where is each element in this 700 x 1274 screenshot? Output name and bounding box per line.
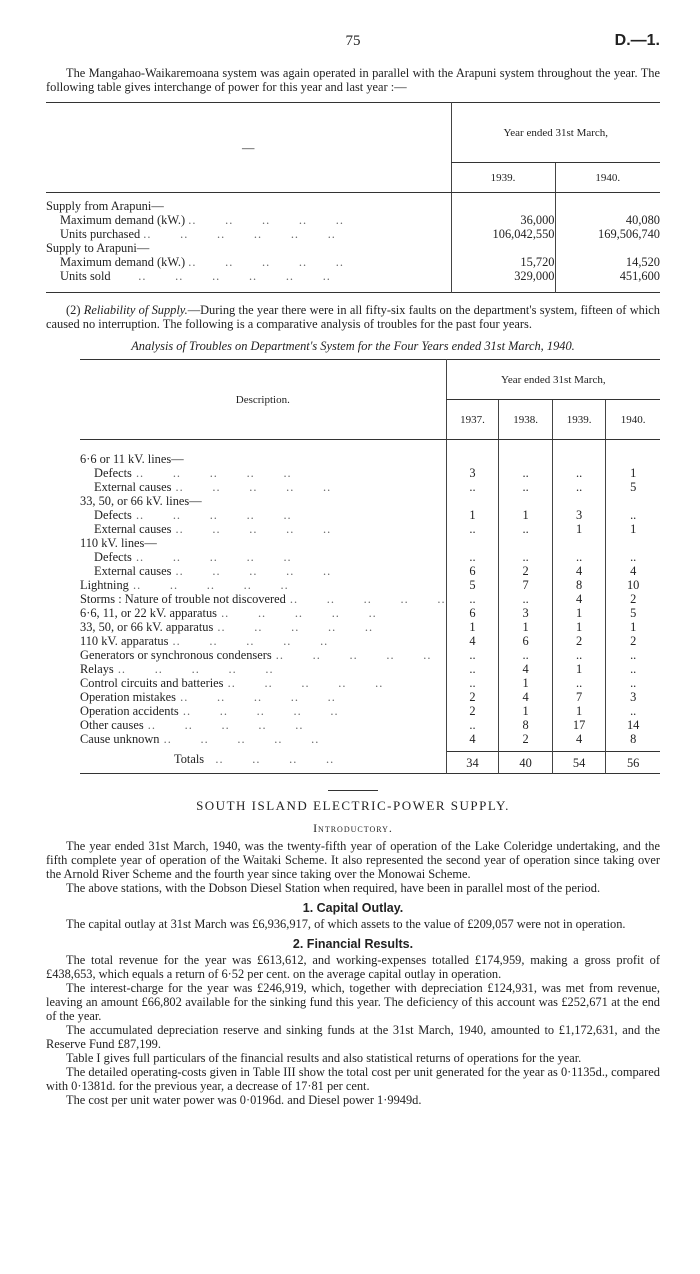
heading-capital-outlay: 1. Capital Outlay. <box>302 901 404 915</box>
row-label: Cause unknown <box>80 731 160 746</box>
cell-value: 2 <box>606 592 660 606</box>
cell-value: .. <box>606 550 660 564</box>
cell-value: 8 <box>606 732 660 746</box>
cell-value: 6 <box>499 634 553 648</box>
cell-value: 106,042,550 <box>451 227 555 241</box>
cell-value <box>499 536 553 550</box>
row-label: 33, 50, or 66 kV. lines— <box>80 493 202 508</box>
cell-value <box>446 494 499 508</box>
cell-value: 5 <box>446 578 499 592</box>
reliability-title: Reliability of Supply. <box>83 303 188 317</box>
cell-value <box>451 241 555 255</box>
cell-value <box>451 199 555 213</box>
cell-value <box>446 452 499 466</box>
cell-value: 1 <box>552 704 606 718</box>
cell-value <box>606 536 660 550</box>
cell-value: .. <box>606 662 660 676</box>
row-label: Maximum demand (kW.) <box>60 212 186 227</box>
cell-value: .. <box>606 704 660 718</box>
cell-value <box>499 494 553 508</box>
row-label: Control circuits and batteries <box>80 675 224 690</box>
table1-year-header: 1939. <box>451 163 555 193</box>
reliability-paragraph <box>46 303 660 331</box>
cell-value: .. <box>446 522 499 536</box>
cell-value: 14,520 <box>555 255 660 269</box>
cell-value: 1 <box>499 704 553 718</box>
paragraph: The cost per unit water power was 0·0196d. and Diesel power 1·9949d. <box>66 1093 422 1107</box>
cell-value <box>606 452 660 466</box>
paragraph: The interest-charge for the year was £246,919, which, together with depreciation £124,931, was met from revenue, leaving an amount £66,802 available for the sinking fund this year. The deficiency of this account was £252,671 at the end of the year. <box>46 981 660 1023</box>
cell-value: .. <box>552 466 606 480</box>
row-label: Supply from Arapuni— <box>46 198 164 213</box>
row-label: 110 kV. apparatus <box>80 633 169 648</box>
cell-value: .. <box>446 718 499 732</box>
paragraph: Table I gives full particulars of the financial results and also statistical returns of operations for the year. <box>66 1051 582 1065</box>
cell-value: 7 <box>499 578 553 592</box>
cell-value: 8 <box>499 718 553 732</box>
table1-group-header: Year ended 31st March, <box>451 103 660 163</box>
cell-value: 2 <box>552 634 606 648</box>
document-page <box>46 0 660 1107</box>
section-divider <box>328 790 378 791</box>
table-row: External causes .. .. .. .. .. .. .. 1 1 <box>80 522 660 536</box>
totals-value: 34 <box>446 752 499 774</box>
row-label: 33, 50, or 66 kV. apparatus <box>80 619 214 634</box>
totals-value: 56 <box>606 752 660 774</box>
reliability-number: (2) <box>66 303 81 317</box>
row-label: External causes <box>94 479 172 494</box>
cell-value: 2 <box>446 690 499 704</box>
cell-value: .. <box>446 480 499 494</box>
cell-value: 1 <box>499 620 553 634</box>
cell-value: .. <box>552 480 606 494</box>
paragraph: The accumulated depreciation reserve and sinking funds at the 31st March, 1940, amounted to £1,172,631, and the Reserve Fund £87,199. <box>46 1023 660 1051</box>
table2-year-header: 1940. <box>606 400 660 440</box>
row-label: Relays <box>80 661 114 676</box>
cell-value <box>606 494 660 508</box>
table-row: Defects .. .. .. .. .. .. .. .. .. <box>80 550 660 564</box>
page-number: 75 <box>345 33 361 49</box>
table-row: Control circuits and batteries .. .. .. .. .. .. 1 .. .. <box>80 676 660 690</box>
cell-value: 1 <box>552 606 606 620</box>
cell-value: 1 <box>606 522 660 536</box>
table1-desc-header: — <box>46 103 451 193</box>
cell-value: 3 <box>552 508 606 522</box>
cell-value: 329,000 <box>451 269 555 283</box>
cell-value: 10 <box>606 578 660 592</box>
cell-value: .. <box>606 676 660 690</box>
table-row: External causes .. .. .. .. .. .. .. .. 5 <box>80 480 660 494</box>
table-row <box>46 199 660 213</box>
cell-value: 4 <box>499 690 553 704</box>
totals-value: 40 <box>499 752 553 774</box>
power-interchange-table <box>46 102 660 293</box>
row-label: External causes <box>94 521 172 536</box>
row-label: Other causes <box>80 717 144 732</box>
cell-value: .. <box>552 676 606 690</box>
cell-value: 2 <box>499 564 553 578</box>
heading-financial-results: 2. Financial Results. <box>292 937 414 951</box>
cell-value: .. <box>499 522 553 536</box>
table2-year-header: 1937. <box>446 400 499 440</box>
cell-value: 17 <box>552 718 606 732</box>
table1-year-header: 1940. <box>555 163 660 193</box>
totals-value: 54 <box>552 752 606 774</box>
paragraph: The above stations, with the Dobson Diesel Station when required, have been in parallel most of the period. <box>66 881 601 895</box>
table-row <box>80 494 660 508</box>
cell-value: 4 <box>552 732 606 746</box>
cell-value: 40,080 <box>555 213 660 227</box>
page-header <box>46 0 660 56</box>
cell-value: .. <box>446 676 499 690</box>
cell-value: 7 <box>552 690 606 704</box>
table2-body <box>80 452 660 746</box>
paragraph: The capital outlay at 31st March was £6,936,917, of which assets to the value of £209,057 were not in operation. <box>66 917 626 931</box>
cell-value: 2 <box>499 732 553 746</box>
table-row: Generators or synchronous condensers .. .. .. .. .. .. .. .. .. <box>80 648 660 662</box>
table-row: Other causes .. .. .. .. .. .. 8 17 14 <box>80 718 660 732</box>
table-row: Defects .. .. .. .. .. 1 1 3 .. <box>80 508 660 522</box>
cell-value: 3 <box>499 606 553 620</box>
cell-value: 1 <box>446 508 499 522</box>
table2-desc-header: Description. <box>80 360 446 440</box>
cell-value: .. <box>552 648 606 662</box>
cell-value <box>552 536 606 550</box>
table-row: Defects .. .. .. .. .. 3 .. .. 1 <box>80 466 660 480</box>
row-label: Generators or synchronous condensers <box>80 647 272 662</box>
cell-value <box>555 199 660 213</box>
paragraph: The total revenue for the year was £613,612, and working-expenses totalled £174,959, making a gross profit of £438,653, which equals a return of 6·52 per cent. on the average capital outlay in operation. <box>46 953 660 981</box>
row-label: Lightning <box>80 577 129 592</box>
table2-caption: Analysis of Troubles on Department's System for the Four Years ended 31st March, 1940. <box>131 339 575 353</box>
cell-value: .. <box>446 592 499 606</box>
table-row: Units sold .. .. .. .. .. .. 329,000 451,600 <box>60 268 660 283</box>
table-row: Relays .. .. .. .. .. .. 4 1 .. <box>80 662 660 676</box>
cell-value: 4 <box>552 564 606 578</box>
cell-value: 3 <box>446 466 499 480</box>
row-label: 110 kV. lines— <box>80 535 157 550</box>
cell-value: 1 <box>499 676 553 690</box>
cell-value: .. <box>499 480 553 494</box>
cell-value: .. <box>606 648 660 662</box>
cell-value: 4 <box>606 564 660 578</box>
cell-value: 5 <box>606 606 660 620</box>
table-row: Operation accidents .. .. .. .. .. 2 1 1 .. <box>80 704 660 718</box>
cell-value: 1 <box>446 620 499 634</box>
cell-value <box>552 452 606 466</box>
cell-value: 169,506,740 <box>555 227 660 241</box>
row-label: Supply to Arapuni— <box>46 240 150 255</box>
cell-value: .. <box>499 592 553 606</box>
row-label: External causes <box>94 563 172 578</box>
cell-value: 1 <box>606 466 660 480</box>
cell-value: 14 <box>606 718 660 732</box>
cell-value: 5 <box>606 480 660 494</box>
table2-year-header: 1938. <box>499 400 553 440</box>
cell-value: .. <box>499 648 553 662</box>
document-reference: D.—1. <box>614 32 660 49</box>
cell-value: 2 <box>446 704 499 718</box>
table-row <box>46 241 660 255</box>
cell-value: 3 <box>606 690 660 704</box>
table-row: Units purchased .. .. .. .. .. .. 106,042,550 169,506,740 <box>60 226 660 241</box>
table2-group-header: Year ended 31st March, <box>446 360 660 400</box>
cell-value: 4 <box>446 732 499 746</box>
cell-value <box>555 241 660 255</box>
row-label: 6·6 or 11 kV. lines— <box>80 451 184 466</box>
table-row: Lightning .. .. .. .. .. 5 7 8 10 <box>80 578 660 592</box>
cell-value: 1 <box>552 662 606 676</box>
totals-label: Totals <box>174 752 205 766</box>
cell-value: 4 <box>446 634 499 648</box>
cell-value <box>446 536 499 550</box>
cell-value: 451,600 <box>555 269 660 283</box>
table-row: External causes .. .. .. .. .. 6 2 4 4 <box>80 564 660 578</box>
cell-value: 15,720 <box>451 255 555 269</box>
cell-value: .. <box>499 466 553 480</box>
row-label: Defects <box>94 465 132 480</box>
cell-value: 6 <box>446 564 499 578</box>
cell-value: 1 <box>606 620 660 634</box>
table-row: Operation mistakes .. .. .. .. .. 2 4 7 3 <box>80 690 660 704</box>
intro-paragraph: The Mangahao-Waikaremoana system was again operated in parallel with the Arapuni system throughout the year. The following table gives interchange of power for this year and last year :— <box>46 66 660 94</box>
cell-value: 4 <box>552 592 606 606</box>
table-row: Cause unknown .. .. .. .. .. 4 2 4 8 <box>80 732 660 746</box>
row-label: Units purchased <box>60 226 141 241</box>
cell-value: 2 <box>606 634 660 648</box>
row-label: Defects <box>94 549 132 564</box>
totals-row: Totals .. .. .. .. 34 40 54 56 <box>80 752 660 774</box>
cell-value: .. <box>499 550 553 564</box>
cell-value: 36,000 <box>451 213 555 227</box>
section-subtitle: Introductory. <box>313 821 393 835</box>
table-row: 110 kV. apparatus .. .. .. .. .. 4 6 2 2 <box>80 634 660 648</box>
cell-value: 1 <box>552 620 606 634</box>
troubles-analysis-table <box>80 359 660 774</box>
paragraph: The year ended 31st March, 1940, was the twenty-fifth year of operation of the Lake Coleridge undertaking, and the fifth complete year of operation of the Waitaki Scheme. It also represented the second year of operation since taking over the Arnold River Scheme and the fourth year since taking over the Monowai Scheme. <box>46 839 660 881</box>
table-row <box>80 536 660 550</box>
row-label: 6·6, 11, or 22 kV. apparatus <box>80 605 217 620</box>
table-row: Maximum demand (kW.) .. .. .. .. .. 15,720 14,520 <box>60 254 660 269</box>
table-row: 33, 50, or 66 kV. apparatus .. .. .. .. .. 1 1 1 1 <box>80 620 660 634</box>
section-title: SOUTH ISLAND ELECTRIC-POWER SUPPLY. <box>196 798 510 813</box>
table2-year-header: 1939. <box>552 400 606 440</box>
cell-value <box>499 452 553 466</box>
cell-value: .. <box>552 550 606 564</box>
cell-value: .. <box>446 550 499 564</box>
cell-value: .. <box>606 508 660 522</box>
row-label: Units sold <box>60 268 111 283</box>
table-row: Storms : Nature of trouble not discovered .. .. .. .. .. .. .. 4 2 <box>80 592 660 606</box>
table-row <box>80 452 660 466</box>
row-label: Operation mistakes <box>80 689 177 704</box>
row-label: Defects <box>94 507 132 522</box>
paragraph: The detailed operating-costs given in Table III show the total cost per unit generated for the year as 0·1135d., compared with 0·1381d. for the previous year, a decrease of 17·81 per cent. <box>46 1065 660 1093</box>
table-row: Maximum demand (kW.) .. .. .. .. .. 36,000 40,080 <box>60 212 660 227</box>
row-label: Operation accidents <box>80 703 179 718</box>
cell-value: 1 <box>552 522 606 536</box>
row-label: Storms : Nature of trouble not discovered <box>80 591 286 606</box>
cell-value: 8 <box>552 578 606 592</box>
cell-value: 1 <box>499 508 553 522</box>
row-label: Maximum demand (kW.) <box>60 254 186 269</box>
cell-value <box>552 494 606 508</box>
cell-value: 4 <box>499 662 553 676</box>
cell-value: .. <box>446 662 499 676</box>
cell-value: 6 <box>446 606 499 620</box>
reliability-text: —During the year there were in all fifty-six faults on the department's system, fifteen of which caused no interruption. The following is a comparative analysis of troubles for the past four years. <box>46 303 660 331</box>
table-row: 6·6, 11, or 22 kV. apparatus .. .. .. .. .. 6 3 1 5 <box>80 606 660 620</box>
cell-value: .. <box>446 648 499 662</box>
